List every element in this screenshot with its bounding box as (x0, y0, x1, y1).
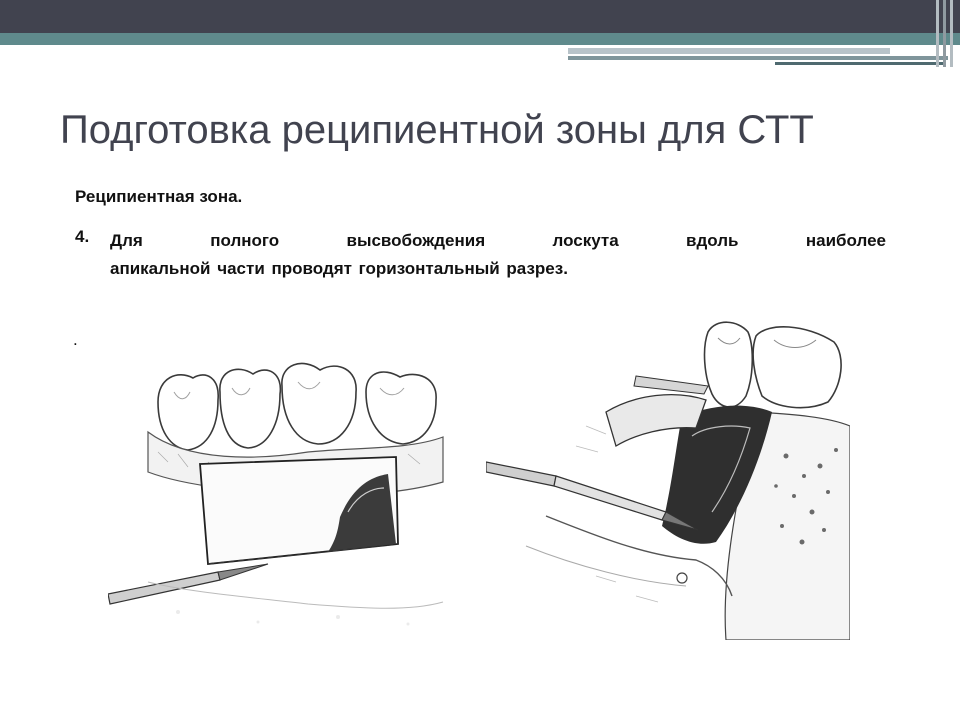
list-item-line: апикальной части проводят горизонтальный разрез. (110, 259, 568, 278)
slide-title: Подготовка реципиентной зоны для СТТ (60, 108, 814, 152)
scalpel (486, 462, 698, 530)
teeth-row (158, 363, 436, 450)
scalpel (108, 564, 268, 604)
list-item-number: 4. (75, 227, 90, 246)
tooth (158, 375, 218, 450)
tooth (282, 363, 356, 444)
cross-section-incision-illustration (486, 316, 850, 640)
list-item-text (110, 227, 886, 283)
header-decor-line (568, 48, 890, 54)
tooth (366, 372, 436, 444)
subheading: Реципиентная зона. (75, 187, 243, 206)
trailing-mark: . (73, 330, 78, 349)
header-band (0, 0, 960, 33)
header-accent-band (0, 33, 960, 45)
teeth-section (705, 322, 842, 407)
header-edge-bars (932, 0, 960, 67)
list-item-line: Для полного высвобождения лоскута вдоль наиболее (110, 231, 886, 250)
frontal-view-incision-illustration (108, 312, 460, 642)
tooth (705, 322, 753, 407)
header-decor-line (775, 62, 943, 65)
header-decor-line (568, 56, 948, 60)
tooth (753, 327, 841, 408)
tooth (220, 369, 281, 448)
